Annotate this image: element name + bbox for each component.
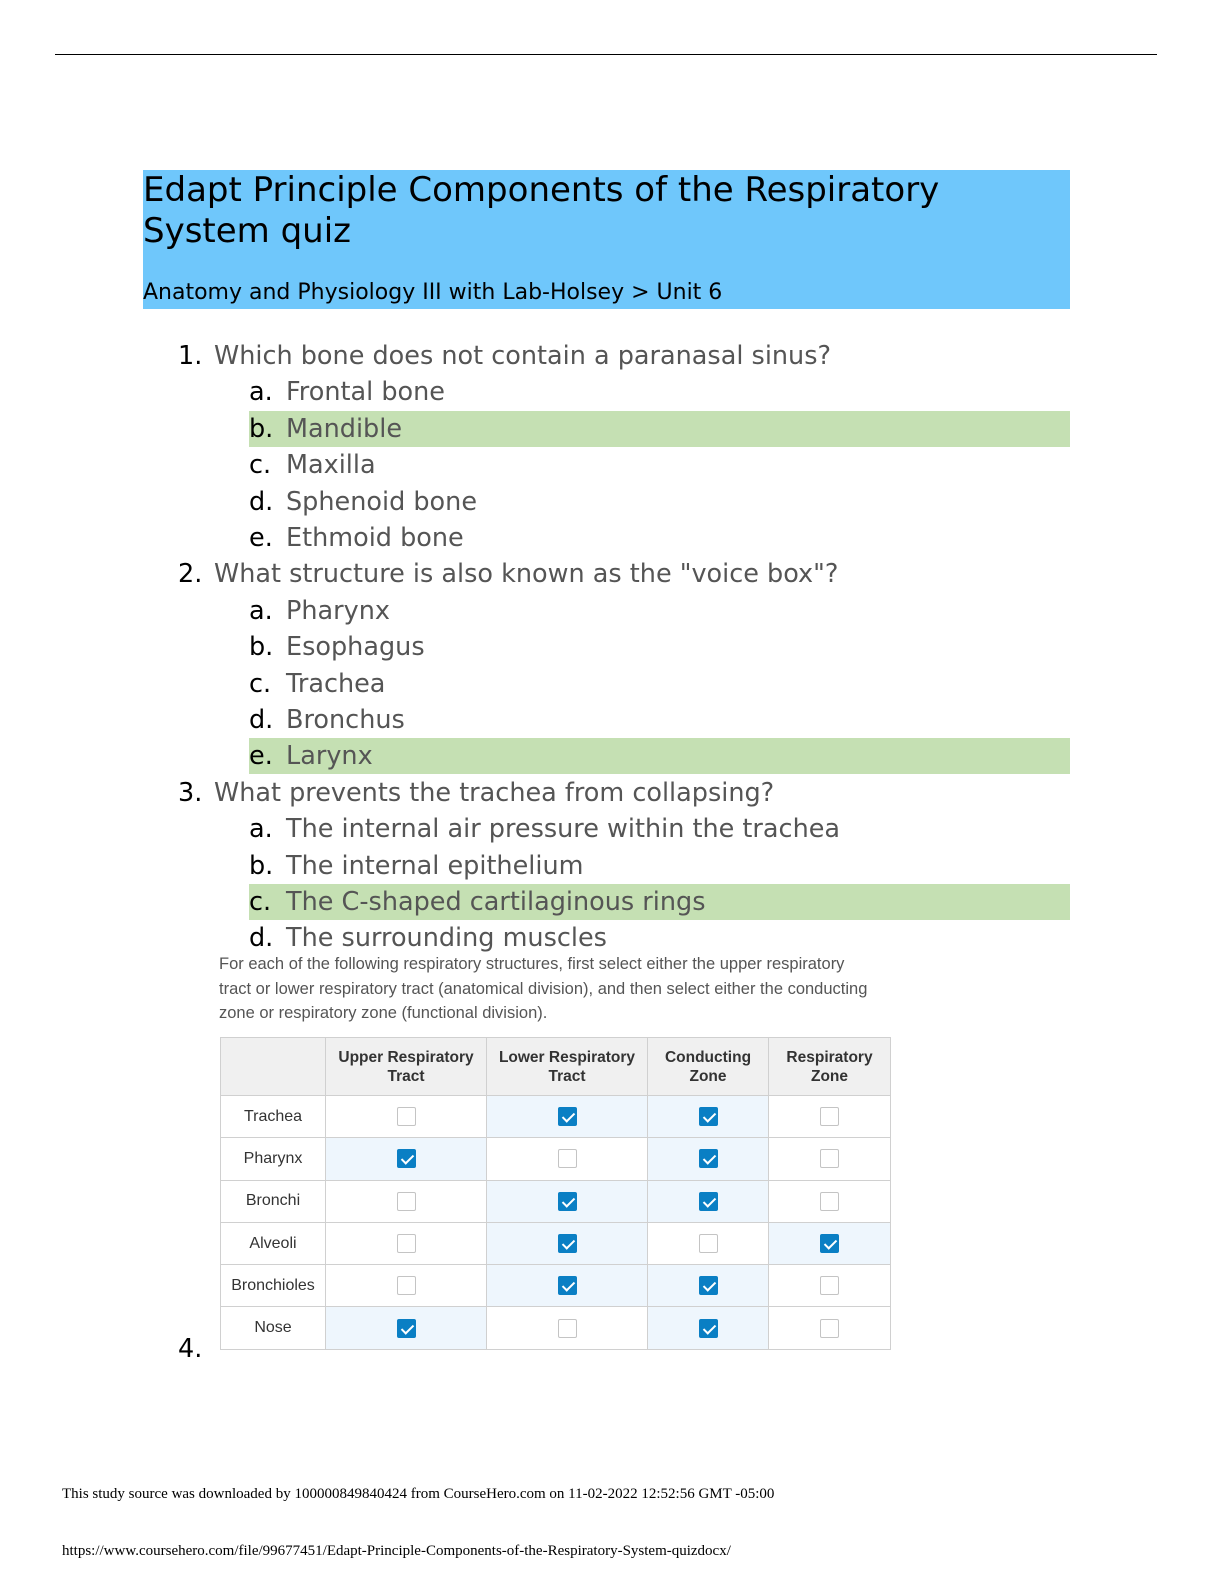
option-text: Trachea (286, 668, 386, 699)
option-text: Frontal bone (286, 377, 445, 408)
table-row (221, 1222, 891, 1264)
option-text: Esophagus (286, 632, 425, 663)
title-banner (143, 170, 1070, 309)
row-label: Alveoli (221, 1222, 326, 1264)
option-text: Ethmoid bone (286, 523, 464, 553)
checkbox-cell (487, 1307, 648, 1349)
row-label: Bronchioles (221, 1265, 326, 1307)
option-text: The internal epithelium (286, 850, 584, 881)
option-letter: d. (249, 923, 274, 954)
table-row (221, 1307, 891, 1349)
checkbox-cell (769, 1180, 891, 1222)
option-text: Pharynx (286, 595, 390, 626)
row-label: Pharynx (221, 1138, 326, 1180)
unchecked-checkbox[interactable] (699, 1234, 718, 1253)
checkbox-cell (769, 1307, 891, 1349)
checkbox-cell (648, 1307, 769, 1349)
classification-grid (220, 1037, 891, 1350)
checked-checkbox[interactable] (820, 1234, 839, 1253)
checkbox-cell (769, 1138, 891, 1180)
unchecked-checkbox[interactable] (820, 1107, 839, 1126)
checkbox-cell (648, 1180, 769, 1222)
option-letter: c. (249, 887, 272, 917)
checkbox-cell (487, 1222, 648, 1264)
column-header: Upper Respiratory Tract (326, 1038, 487, 1096)
question-number: 3. (178, 777, 203, 808)
unchecked-checkbox[interactable] (397, 1276, 416, 1295)
question-number: 2. (178, 559, 203, 590)
table-row (221, 1180, 891, 1222)
option-letter: d. (249, 486, 274, 517)
question-number: 1. (178, 341, 203, 371)
checked-checkbox[interactable] (558, 1234, 577, 1253)
option-letter: e. (249, 741, 273, 772)
option-text: Mandible (286, 413, 403, 444)
option-text: The internal air pressure within the trachea (286, 814, 841, 845)
question-text: Which bone does not contain a paranasal sinus? (214, 341, 832, 371)
option-text: Larynx (286, 741, 373, 772)
checked-checkbox[interactable] (558, 1276, 577, 1295)
breadcrumb: Anatomy and Physiology III with Lab-Holsey > Unit 6 (143, 280, 723, 305)
option-letter: a. (249, 814, 273, 845)
column-header: Conducting Zone (648, 1038, 769, 1096)
checkbox-cell (769, 1096, 891, 1138)
checked-checkbox[interactable] (699, 1276, 718, 1295)
checked-checkbox[interactable] (397, 1149, 416, 1168)
page-title: Edapt Principle Components of the Respiratory System quiz (143, 170, 940, 251)
option-letter: e. (249, 523, 273, 553)
top-rule (55, 54, 1157, 55)
option-text: The C-shaped cartilaginous rings (286, 887, 706, 917)
checked-checkbox[interactable] (558, 1107, 577, 1126)
option-letter: a. (249, 595, 273, 626)
row-label: Nose (221, 1307, 326, 1349)
question-text: What prevents the trachea from collapsing? (214, 777, 775, 808)
unchecked-checkbox[interactable] (397, 1234, 416, 1253)
checkbox-cell (487, 1138, 648, 1180)
checkbox-cell (487, 1096, 648, 1138)
checkbox-cell (326, 1180, 487, 1222)
option-letter: c. (249, 450, 272, 481)
question-4-instructions: For each of the following respiratory structures, first select either the upper respiratory tract or lower respiratory tract (anatomical division), and then select either the conducting zone or respiratory zone (functional division). (219, 955, 868, 1022)
checked-checkbox[interactable] (699, 1192, 718, 1211)
checkbox-cell (487, 1180, 648, 1222)
question-number: 4. (178, 1334, 203, 1364)
checkbox-cell (326, 1222, 487, 1264)
checkbox-cell (326, 1138, 487, 1180)
checkbox-cell (648, 1138, 769, 1180)
unchecked-checkbox[interactable] (820, 1276, 839, 1295)
unchecked-checkbox[interactable] (558, 1319, 577, 1338)
checkbox-cell (769, 1265, 891, 1307)
checked-checkbox[interactable] (699, 1149, 718, 1168)
option-text: Sphenoid bone (286, 486, 478, 517)
checkbox-cell (648, 1265, 769, 1307)
column-header: Respiratory Zone (769, 1038, 891, 1096)
grid-corner (221, 1038, 326, 1096)
unchecked-checkbox[interactable] (820, 1149, 839, 1168)
column-header: Lower Respiratory Tract (487, 1038, 648, 1096)
table-row (221, 1138, 891, 1180)
option-letter: d. (249, 705, 274, 735)
checkbox-cell (326, 1265, 487, 1307)
checked-checkbox[interactable] (699, 1107, 718, 1126)
option-letter: b. (249, 850, 274, 881)
checkbox-cell (648, 1222, 769, 1264)
unchecked-checkbox[interactable] (397, 1192, 416, 1211)
row-label: Bronchi (221, 1180, 326, 1222)
checkbox-cell (326, 1096, 487, 1138)
option-text: Maxilla (286, 450, 376, 481)
checked-checkbox[interactable] (699, 1319, 718, 1338)
question-text: What structure is also known as the "voice box"? (214, 559, 839, 590)
unchecked-checkbox[interactable] (397, 1107, 416, 1126)
option-text: Bronchus (286, 705, 405, 735)
table-row (221, 1265, 891, 1307)
checked-checkbox[interactable] (558, 1192, 577, 1211)
option-letter: b. (249, 632, 274, 663)
row-label: Trachea (221, 1096, 326, 1138)
option-letter: c. (249, 668, 272, 699)
option-letter: a. (249, 377, 273, 408)
option-letter: b. (249, 413, 274, 444)
source-url[interactable]: https://www.coursehero.com/file/99677451/Edapt-Principle-Components-of-the-Respiratory-System-quizdocx/ (62, 1543, 731, 1559)
checkbox-cell (648, 1096, 769, 1138)
checked-checkbox[interactable] (397, 1319, 416, 1338)
unchecked-checkbox[interactable] (820, 1319, 839, 1338)
option-text: The surrounding muscles (286, 923, 607, 954)
checkbox-cell (326, 1307, 487, 1349)
unchecked-checkbox[interactable] (558, 1149, 577, 1168)
unchecked-checkbox[interactable] (820, 1192, 839, 1211)
checkbox-cell (487, 1265, 648, 1307)
checkbox-cell (769, 1222, 891, 1264)
table-row (221, 1096, 891, 1138)
download-note: This study source was downloaded by 100000849840424 from CourseHero.com on 11-02-2022 12:52:56 GMT -05:00 (62, 1486, 775, 1502)
